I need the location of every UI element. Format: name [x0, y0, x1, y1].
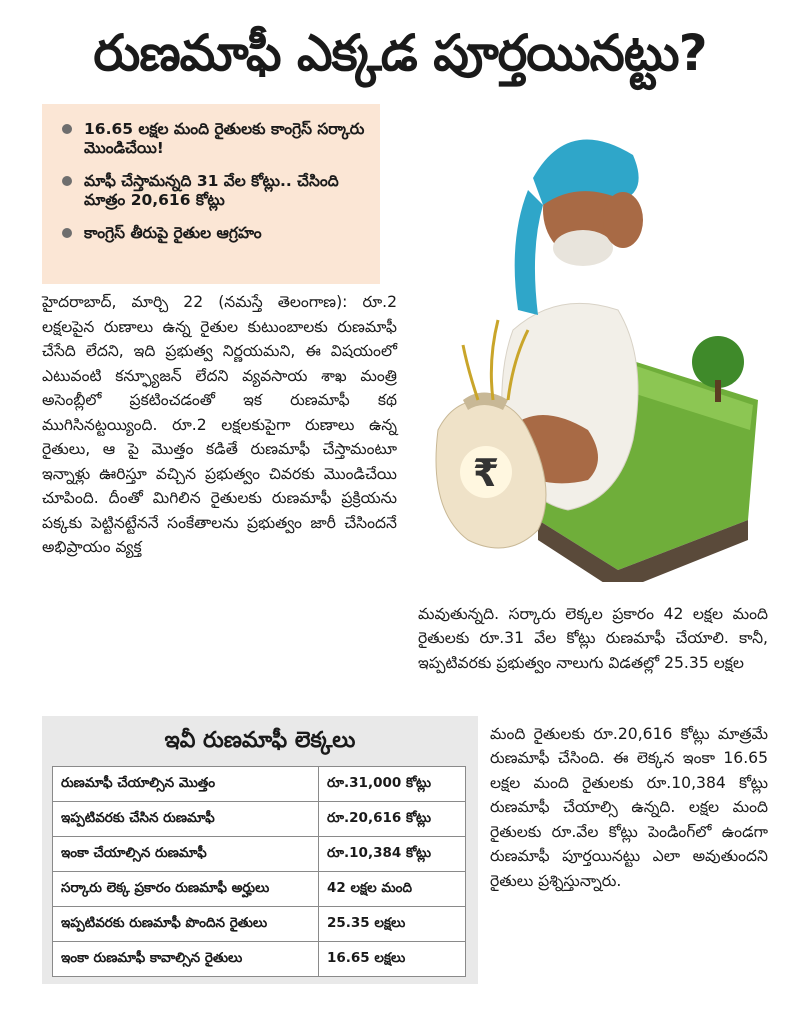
table-row: [53, 942, 466, 977]
row-value: రూ.31,000 కోట్లు: [319, 767, 466, 802]
tree-trunk-icon: [715, 380, 721, 402]
loan-waiver-table: [52, 766, 466, 977]
article-text: హైదరాబాద్, మార్చి 22 (నమస్తే తెలంగాణ): రూ.2 లక్షలపైన రుణాలు ఉన్న రైతుల కుటుంబాలకు రుణమాఫీ చేసేది లేదని, ఇది ప్రభుత్వ నిర్ణయమని, ఈ విషయంలో ఎటువంటి కన్ఫ్యూజన్ లేదని వ్యవసాయ శాఖ మంత్రి అసెంబ్లీలో ప్రకటించడంతో ఇక రుణమాఫీ కథ ముగిసినట్టయ్యింది. రూ.2 లక్షలకుపైగా రుణాలు ఉన్న రైతులు, ఆ పై మొత్తం కడితే రుణమాఫీ చేస్తామంటూ ఇన్నాళ్లు ఊరిస్తూ వచ్చిన ప్రభుత్వం చివరకు మొండిచేయి చూపింది. దీంతో మిగిలిన రైతులకు రుణమాఫీ ప్రక్రియను పక్కకు పెట్టినట్టేననే సంకేతాలను ప్రభుత్వం జారీ చేసిందనే అభిప్రాయం వ్యక్త: [42, 293, 397, 556]
row-label: ఇప్పటివరకు చేసిన రుణమాఫీ: [53, 802, 319, 837]
table-row: [53, 802, 466, 837]
highlight-item: [42, 120, 380, 158]
highlight-text: 16.65 లక్షల మంది రైతులకు కాంగ్రెస్ సర్కారు మొండిచేయి!: [84, 120, 365, 157]
beard-icon: [553, 230, 613, 266]
paddy-stalk-icon: [491, 320, 498, 400]
row-label: రుణమాఫీ చేయాల్సిన మొత్తం: [53, 767, 319, 802]
paddy-stalk-icon: [463, 345, 478, 400]
row-label: ఇంకా రుణమాఫీ కావాల్సిన రైతులు: [53, 942, 319, 977]
article-text: మవుతున్నది. సర్కారు లెక్కల ప్రకారం 42 లక్షల మంది రైతులకు రూ.31 వేల కోట్లు రుణమాఫీ చేయాలి. కానీ, ఇప్పటివరకు ప్రభుత్వం నాలుగు విడతల్లో 25.35 లక్షల: [418, 604, 768, 672]
farmer-illustration: [418, 100, 766, 582]
highlight-item: [42, 224, 380, 243]
bullet-icon: [62, 176, 72, 186]
highlight-text: మాఫీ చేస్తామన్నది 31 వేల కోట్లు.. చేసింది మాత్రం 20,616 కోట్లు: [84, 172, 339, 209]
row-label: ఇంకా చేయాల్సిన రుణమాఫీ: [53, 837, 319, 872]
highlight-text: కాంగ్రెస్ తీరుపై రైతుల ఆగ్రహం: [84, 224, 262, 242]
table-row: [53, 767, 466, 802]
row-label: ఇప్పటివరకు రుణమాఫీ పొందిన రైతులు: [53, 907, 319, 942]
row-value: 25.35 లక్షలు: [319, 907, 466, 942]
bullet-icon: [62, 228, 72, 238]
article-column-right-top: [418, 586, 768, 698]
hand-icon: [603, 192, 643, 248]
highlight-item: [42, 172, 380, 210]
row-value: రూ.10,384 కోట్లు: [319, 837, 466, 872]
article-column-right-bottom: [490, 706, 768, 996]
headline: రుణమాఫీ ఎక్కడ పూర్తయినట్టు?: [93, 24, 707, 82]
bullet-icon: [62, 124, 72, 134]
rupee-symbol: ₹: [472, 451, 500, 495]
highlights-box: [42, 104, 380, 284]
row-value: రూ.20,616 కోట్లు: [319, 802, 466, 837]
article-column-left: [42, 290, 397, 700]
farmer-money-bag-illustration: [418, 100, 766, 582]
table-row: [53, 837, 466, 872]
loan-waiver-table-box: [42, 716, 478, 984]
row-value: 42 లక్షల మంది: [319, 872, 466, 907]
article-text: మంది రైతులకు రూ.20,616 కోట్లు మాత్రమే రుణమాఫీ చేసింది. ఈ లెక్కన ఇంకా 16.65 లక్షల మంది రైతులకు రూ.10,384 కోట్లు రుణమాఫీ చేయాల్సి ఉన్నది. లక్షల మంది రైతులకు రూ.వేల కోట్లు పెండింగ్‌లో ఉండగా రుణమాఫీ పూర్తయినట్టు ఎలా అవుతుందని రైతులు ప్రశ్నిస్తున్నారు.: [490, 724, 768, 890]
table-row: [53, 907, 466, 942]
table-row: [53, 872, 466, 907]
row-value: 16.65 లక్షలు: [319, 942, 466, 977]
table-title: ఇవీ రుణమాఫీ లెక్కలు: [164, 728, 356, 753]
turban-tail-icon: [515, 190, 543, 315]
row-label: సర్కారు లెక్క ప్రకారం రుణమాఫీ అర్హులు: [53, 872, 319, 907]
